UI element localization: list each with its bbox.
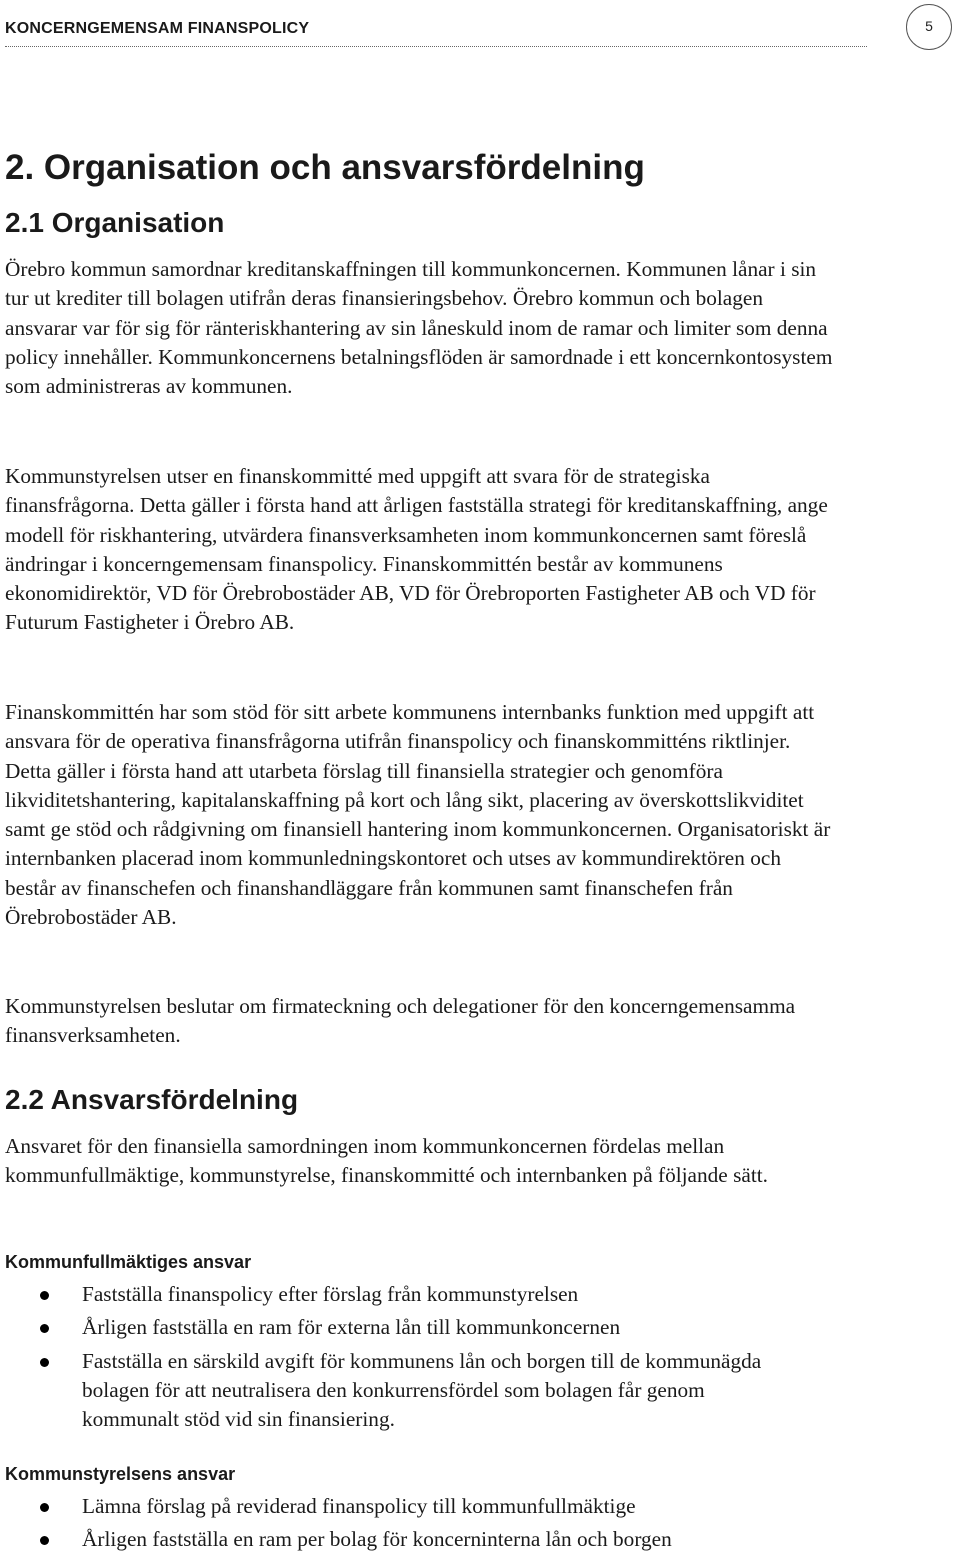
page-number: 5	[925, 18, 933, 34]
list-item-text: Årligen fastställa en ram per bolag för koncerninterna lån och borgen	[82, 1527, 672, 1552]
bullet-icon	[40, 1358, 49, 1367]
list-item	[0, 1492, 950, 1521]
paragraph-1: Örebro kommun samordnar kreditanskaffningen till kommunkoncernen. Kommunen lånar i sin tur ut krediter till bolagen utifrån deras finansieringsbehov. Örebro kommun och bolagen ansvarar var för sig för ränteriskhantering av sin låneskuld inom de ramar och limiter som denna policy innehåller. Kommunkoncernens betalningsflöden är samordnade i ett koncernkontosystem som administreras av kommunen.	[5, 257, 833, 399]
subsection-heading-ansvarsfordelning: 2.2 Ansvarsfördelning	[5, 1084, 299, 1115]
subsection-heading-organisation: 2.1 Organisation	[5, 207, 225, 238]
list-item	[0, 1347, 950, 1435]
section-heading: 2. Organisation och ansvarsfördelning	[5, 148, 645, 187]
responsibility-intro: Ansvaret för den finansiella samordningen inom kommunkoncernen fördelas mellan kommunfullmäktige, kommunstyrelse, finanskommitté och internbanken på följande sätt.	[5, 1134, 768, 1188]
group-heading-kommunstyrelsen: Kommunstyrelsens ansvar	[5, 1464, 236, 1484]
list-item	[0, 1313, 950, 1342]
paragraph-2: Kommunstyrelsen utser en finanskommitté med uppgift att svara för de strategiska finansfrågorna. Detta gäller i första hand att årligen fastställa strategi för kreditanskaffning, ange modell för riskhantering, utvärdera finansverksamheten inom kommunkoncernen samt föreslå ändringar i koncerngemensam finanspolicy. Finanskommittén består av kommunens ekonomidirektör, VD för Örebrobostäder AB, VD för Örebroporten Fastigheter AB och VD för Futurum Fastigheter i Örebro AB.	[5, 464, 828, 635]
running-header-title: KONCERNGEMENSAM FINANSPOLICY	[5, 20, 310, 37]
bullet-icon	[40, 1291, 49, 1300]
list-item	[0, 1280, 950, 1309]
header-divider	[5, 46, 867, 47]
list-item-text: Fastställa en särskild avgift för kommunens lån och borgen till de kommunägda bolagen för att neutralisera den konkurrensfördel som bolagen får genom kommunalt stöd vid sin finansiering.	[82, 1348, 762, 1432]
list-item-text: Fastställa finanspolicy efter förslag från kommunstyrelsen	[82, 1282, 579, 1306]
page-number-badge	[906, 4, 952, 50]
bullet-icon	[40, 1324, 49, 1333]
list-item-text: Lämna förslag på reviderad finanspolicy till kommunfullmäktige	[82, 1494, 636, 1518]
kommunstyrelsen-list	[0, 1492, 950, 1559]
bullet-icon	[40, 1503, 49, 1512]
paragraph-4: Kommunstyrelsen beslutar om firmateckning och delegationer för den koncerngemensamma finansverksamheten.	[5, 994, 796, 1048]
kommunfullmaktige-list	[0, 1280, 950, 1438]
bullet-icon	[40, 1536, 49, 1545]
list-item	[0, 1525, 950, 1554]
paragraph-3: Finanskommittén har som stöd för sitt arbete kommunens internbanks funktion med uppgift att ansvara för de operativa finansfrågorna utifrån finanspolicy och finanskommitténs riktlinjer. Detta gäller i första hand att utarbeta förslag till finansiella strategier och genomföra likviditetshantering, kapitalanskaffning på kort och lång sikt, placering av överskottslikviditet samt ge stöd och rådgivning om finansiell hantering inom kommunkoncernen. Organisatoriskt är internbanken placerad inom kommunledningskontoret och utses av kommundirektören och består av finanschefen och finanshandläggare från kommunen samt finanschefen från Örebrobostäder AB.	[5, 700, 831, 930]
list-item-text: Årligen fastställa en ram för externa lån till kommunkoncernen	[82, 1315, 621, 1340]
group-heading-kommunfullmaktige: Kommunfullmäktiges ansvar	[5, 1252, 252, 1272]
